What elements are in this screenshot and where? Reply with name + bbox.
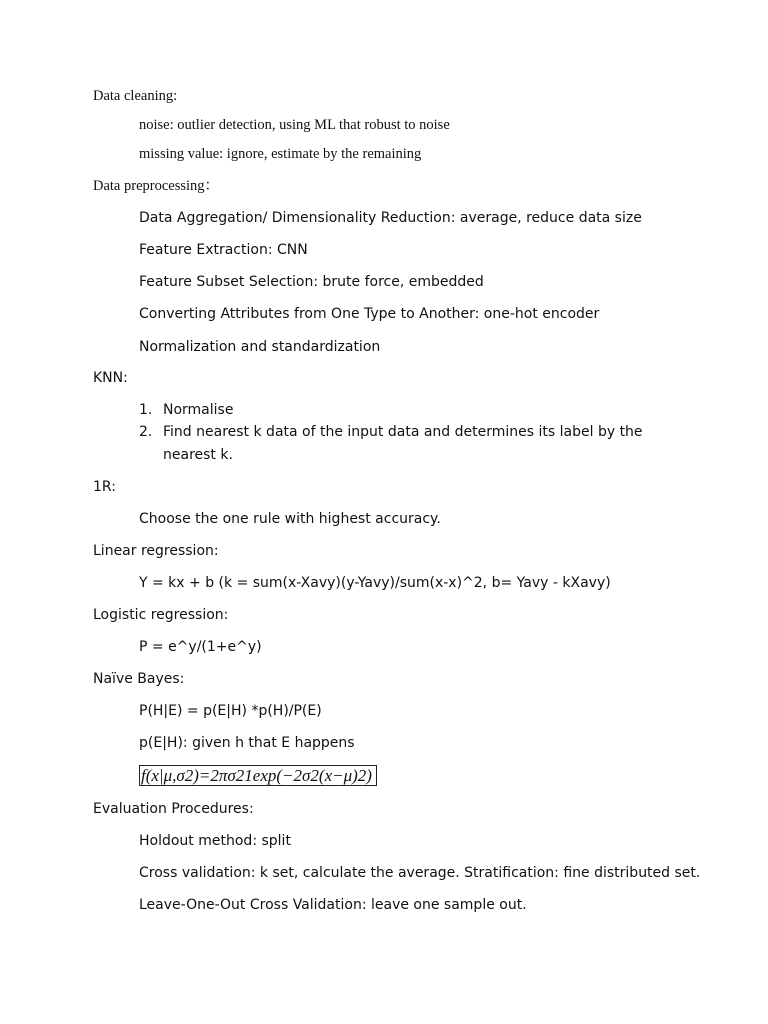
data-cleaning-item-noise: noise: outlier detection, using ML that robust to noise bbox=[139, 117, 450, 133]
knn-list-item: Find nearest k data of the input data and determines its label by the bbox=[163, 424, 643, 440]
heading-evaluation-procedures: Evaluation Procedures: bbox=[93, 801, 254, 817]
heading-logistic-regression: Logistic regression: bbox=[93, 607, 229, 623]
logistic-regression-formula: P = e^y/(1+e^y) bbox=[139, 639, 262, 655]
heading-one-r: 1R: bbox=[93, 479, 116, 495]
data-cleaning-item-missing: missing value: ignore, estimate by the remaining bbox=[139, 146, 422, 162]
heading-data-cleaning: Data cleaning: bbox=[93, 88, 178, 104]
heading-linear-regression: Linear regression: bbox=[93, 543, 219, 559]
gaussian-formula: f(x|μ,σ2)=2πσ21exp(−2σ2(x−μ)2) bbox=[141, 766, 372, 785]
gaussian-formula-box bbox=[139, 765, 377, 786]
knn-list-number: 1. bbox=[139, 402, 153, 418]
heading-knn: KNN: bbox=[93, 370, 128, 386]
preprocessing-item-aggregation: Data Aggregation/ Dimensionality Reduction: average, reduce data size bbox=[139, 210, 642, 226]
preprocessing-item-feature-extraction: Feature Extraction: CNN bbox=[139, 242, 308, 258]
one-r-item: Choose the one rule with highest accuracy. bbox=[139, 511, 441, 527]
knn-list-number: 2. bbox=[139, 424, 153, 440]
evaluation-item-leave-one-out: Leave-One-Out Cross Validation: leave one sample out. bbox=[139, 897, 527, 913]
knn-list-item-continuation: nearest k. bbox=[163, 447, 233, 463]
linear-regression-formula: Y = kx + b (k = sum(x-Xavy)(y-Yavy)/sum(x-x)^2, b= Yavy - kXavy) bbox=[139, 575, 611, 591]
heading-naive-bayes: Naïve Bayes: bbox=[93, 671, 185, 687]
preprocessing-item-converting: Converting Attributes from One Type to Another: one-hot encoder bbox=[139, 306, 600, 322]
evaluation-item-cross-validation: Cross validation: k set, calculate the average. Stratification: fine distributed set. bbox=[139, 865, 701, 881]
preprocessing-item-normalization: Normalization and standardization bbox=[139, 339, 381, 355]
preprocessing-item-feature-subset: Feature Subset Selection: brute force, embedded bbox=[139, 274, 484, 290]
naive-bayes-item-bayes-rule: P(H|E) = p(E|H) *p(H)/P(E) bbox=[139, 703, 322, 719]
knn-list-item: Normalise bbox=[163, 402, 234, 418]
naive-bayes-item-likelihood: p(E|H): given h that E happens bbox=[139, 735, 355, 751]
evaluation-item-holdout: Holdout method: split bbox=[139, 833, 291, 849]
heading-data-preprocessing: Data preprocessing： bbox=[93, 178, 220, 194]
